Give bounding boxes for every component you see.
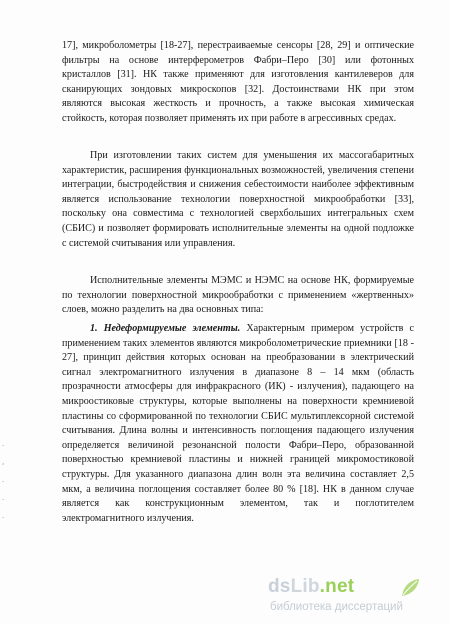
watermark-logo-net: .net xyxy=(319,576,355,597)
watermark-subtitle: библиотека диссертаций xyxy=(270,601,403,613)
watermark-logo-lib: Lib xyxy=(290,576,320,597)
watermark xyxy=(268,576,448,620)
list-item-1-body xyxy=(62,322,414,526)
watermark-logo xyxy=(268,576,354,598)
paragraph-3-text: Исполнительные элементы МЭМС и НЭМС на основе НК, формируемые по технологии поверхностной микрообработки с применением «жертвенных» слоев, можно разделить на два основных типа: xyxy=(62,275,414,316)
list-item-1 xyxy=(62,322,414,526)
list-item-1-lead: 1. Недеформируемые элементы. xyxy=(90,323,241,334)
leaf-icon xyxy=(398,576,422,600)
paragraph-1-text: 17], микроболометры [18-27], перестраиваемые сенсоры [28, 29] и оптические фильтры на основе интерферометров Фабри–Перо [30] или фотонных кристаллов [31]. НК также применяют для изготовления кантилеверов для сканирующих зондовых микроскопов [32]. Достоинствами НК при этом являются высокая жесткость и прочность, а также высокая химическая стойкость, которая позволяет применять их при работе в агрессивных средах. xyxy=(62,40,414,124)
paragraph-2-text: При изготовлении таких систем для уменьшения их массогабаритных характеристик, расширения функциональных возможностей, увеличения степени интеграции, быстродействия и снижения себестоимости наиболее эффективным является использование технологии поверхностной микрообработки [33], поскольку она совместима с технологией сверхбольших интегральных схем (СБИС) и позволяет формировать исполнительные элементы на одной подложке с системой считывания или управления. xyxy=(62,150,414,249)
paragraph-3 xyxy=(62,274,414,318)
scan-margin-marks: . , . . . xyxy=(2,440,5,520)
paragraph-2 xyxy=(62,149,414,251)
paragraph-1 xyxy=(62,39,414,127)
list-item-1-text: Характерным примером устройств с применением таких элементов являются микроболометрические приемники [18 - 27], принцип действия которых основан на преобразовании в электрический сигнал электромагнитного излучения в диапазоне 8 – 14 мкм (область прозрачности атмосферы для инфракрасного (ИК) - излучения), падающего на микроостиковые структуры, которые выполнены на поверхности кремниевой пластины со сформированной по технологии СБИС мультиплексорной системой считывания. Длина волны и интенсивность поглощения падающего излучения определяется величиной резонансной полости Фабри–Перо, образованной поверхностью кремниевой пластины и нижней границей микромостиковой структуры. Для указанного диапазона длин волн эта величина составляет 2,5 мкм, а величина поглощения составляет более 80 % [18]. НК в данном случае является как конструкционным элементом, так и поглотителем электромагнитного излучения. xyxy=(62,323,415,524)
watermark-logo-ds: ds xyxy=(268,576,291,597)
